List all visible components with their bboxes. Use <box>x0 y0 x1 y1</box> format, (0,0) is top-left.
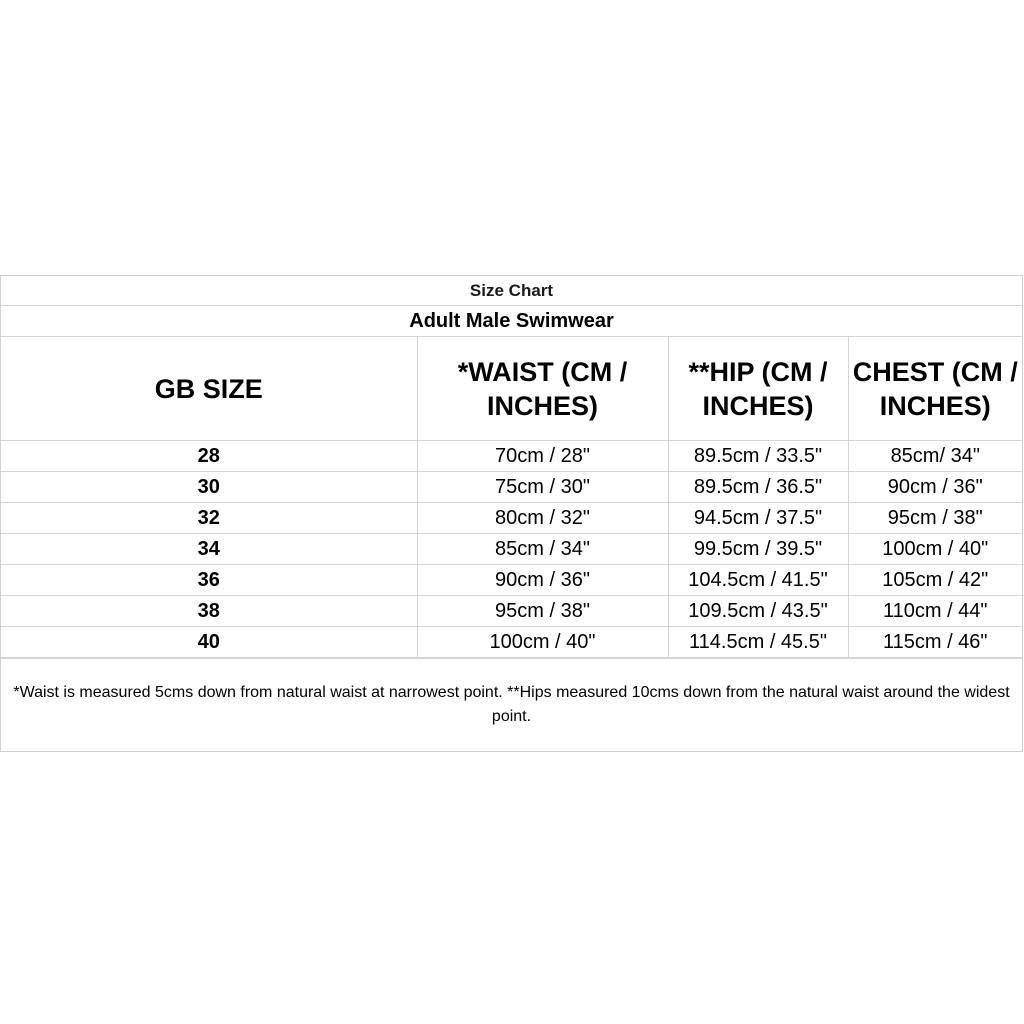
size-cell: 30 <box>1 472 417 503</box>
chart-title: Size Chart <box>1 276 1022 306</box>
table-row <box>1 565 1022 596</box>
size-cell: 40 <box>1 627 417 658</box>
hip-cell: 104.5cm / 41.5" <box>668 565 848 596</box>
table-row <box>1 627 1022 658</box>
chart-subtitle: Adult Male Swimwear <box>1 306 1022 337</box>
size-table <box>1 337 1022 658</box>
chest-cell: 115cm / 46" <box>848 627 1022 658</box>
table-row <box>1 472 1022 503</box>
waist-cell: 75cm / 30" <box>417 472 668 503</box>
waist-cell: 90cm / 36" <box>417 565 668 596</box>
waist-cell: 80cm / 32" <box>417 503 668 534</box>
chest-cell: 90cm / 36" <box>848 472 1022 503</box>
hip-cell: 99.5cm / 39.5" <box>668 534 848 565</box>
column-header-chest: CHEST (CM / INCHES) <box>848 337 1022 441</box>
chest-cell: 85cm/ 34" <box>848 441 1022 472</box>
chest-cell: 110cm / 44" <box>848 596 1022 627</box>
column-header-gb-size: GB SIZE <box>1 337 417 441</box>
measurement-note: *Waist is measured 5cms down from natural waist at narrowest point. **Hips measured 10cms down from the natural waist around the widest point. <box>1 658 1022 751</box>
waist-cell: 100cm / 40" <box>417 627 668 658</box>
hip-cell: 114.5cm / 45.5" <box>668 627 848 658</box>
table-row <box>1 441 1022 472</box>
waist-cell: 95cm / 38" <box>417 596 668 627</box>
table-row <box>1 503 1022 534</box>
chest-cell: 95cm / 38" <box>848 503 1022 534</box>
size-cell: 28 <box>1 441 417 472</box>
size-cell: 32 <box>1 503 417 534</box>
chest-cell: 105cm / 42" <box>848 565 1022 596</box>
hip-cell: 109.5cm / 43.5" <box>668 596 848 627</box>
size-chart <box>0 275 1023 752</box>
header-row <box>1 337 1022 441</box>
hip-cell: 89.5cm / 36.5" <box>668 472 848 503</box>
size-cell: 38 <box>1 596 417 627</box>
waist-cell: 70cm / 28" <box>417 441 668 472</box>
waist-cell: 85cm / 34" <box>417 534 668 565</box>
size-cell: 34 <box>1 534 417 565</box>
hip-cell: 94.5cm / 37.5" <box>668 503 848 534</box>
column-header-hip: **HIP (CM / INCHES) <box>668 337 848 441</box>
hip-cell: 89.5cm / 33.5" <box>668 441 848 472</box>
size-cell: 36 <box>1 565 417 596</box>
column-header-waist: *WAIST (CM / INCHES) <box>417 337 668 441</box>
table-row <box>1 534 1022 565</box>
chest-cell: 100cm / 40" <box>848 534 1022 565</box>
table-row <box>1 596 1022 627</box>
